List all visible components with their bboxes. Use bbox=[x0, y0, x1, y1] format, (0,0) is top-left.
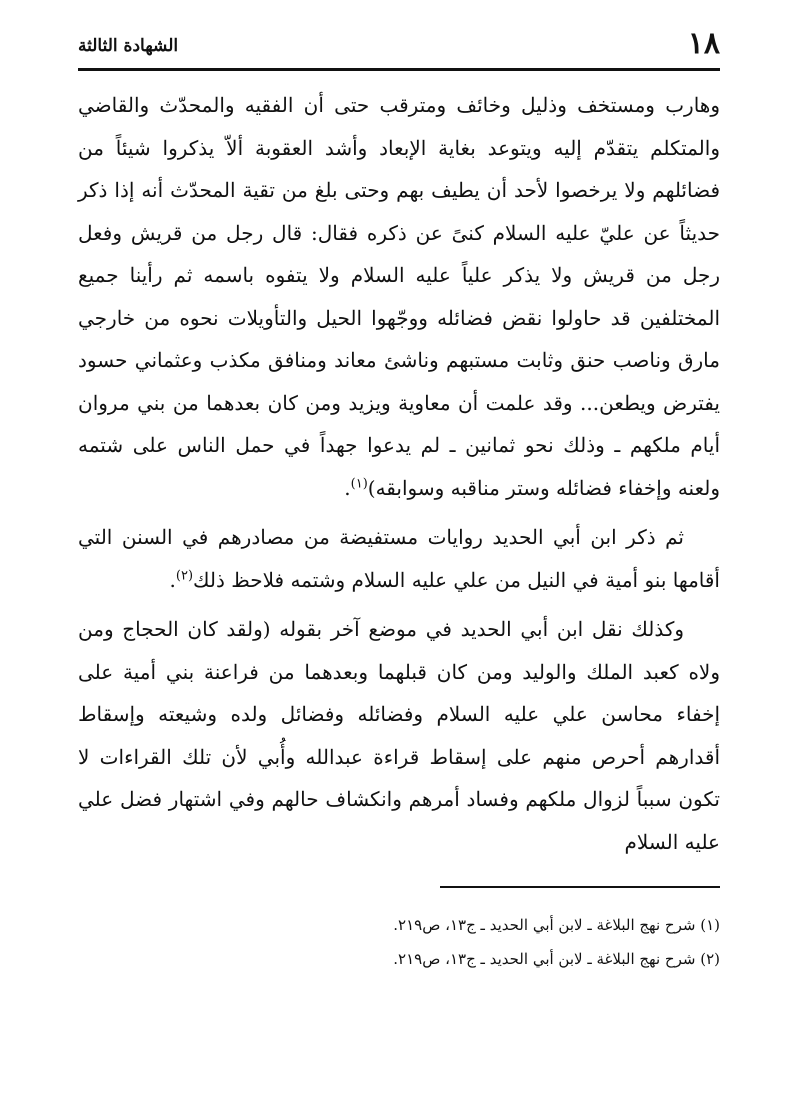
running-title: الشهادة الثالثة bbox=[78, 36, 179, 56]
paragraph-1-end: . bbox=[344, 475, 351, 500]
page-header bbox=[78, 26, 720, 64]
footnote-1: (١) شرح نهج البلاغة ـ لابن أبي الحديد ـ ج١٣، ص٢١٩. bbox=[393, 916, 720, 934]
footnote-ref-1: (١) bbox=[350, 475, 368, 491]
paragraph-1-text: وهارب ومستخف وذليل وخائف ومترقب حتى أن الفقيه والمحدّث والقاضي والمتكلم يتقدّم إليه ويتوعد بغاية الإبعاد وأشد العقوبة ألاّ يذكروا شيئاً من فضائلهم ولا يرخصوا لأحد أن يطيف بهم وحتى بلغ من تقية المحدّث أنه إذا ذكر حديثاً عن عليّ عليه السلام كنىً عن ذكره فقال: قال رجل من قريش وفعل رجل من قريش ولا يذكر علياً عليه السلام ولا يتفوه باسمه ثم رأينا جميع المختلفين قد حاولوا نقض فضائله ووجّهوا الحيل والتأويلات نحوه من خارجي مارق وناصب حنق وثابت مستبهم وناشئ معاند ومنافق مكذب وعثماني حسود يفترض ويطعن... وقد علمت أن معاوية ويزيد ومن كان بعدهما من بني مروان أيام ملكهم ـ وذلك نحو ثمانين ـ لم يدعوا جهداً في حمل الناس على شتمه ولعنه وإخفاء فضائله وستر مناقبه وسوابقه) bbox=[78, 93, 720, 500]
paragraph-3: وكذلك نقل ابن أبي الحديد في موضع آخر بقوله (ولقد كان الحجاج ومن ولاه كعبد الملك والوليد ومن كان قبلهما وبعدهما من فراعنة بني أمية على إخفاء محاسن علي عليه السلام وفضائله وفضائل ولده وشيعته وإسقاط أقدارهم أحرص منهم على إسقاط قراءة عبدالله وأُبي لأن تلك القراءات لا تكون سبباً لزوال ملكهم وفساد أمرهم وانكشاف حالهم وفي اشتهار فضل علي عليه السلام bbox=[78, 617, 720, 854]
paragraph-2 bbox=[78, 516, 720, 601]
header-rule bbox=[78, 68, 720, 71]
paragraph-2-end: . bbox=[169, 567, 176, 592]
footnote-2: (٢) شرح نهج البلاغة ـ لابن أبي الحديد ـ ج١٣، ص٢١٩. bbox=[393, 950, 720, 968]
footnote-rule bbox=[440, 886, 720, 888]
page-number: ١٨ bbox=[687, 26, 720, 61]
body-text bbox=[78, 84, 720, 863]
footnotes bbox=[78, 908, 720, 976]
paragraph-2-text: ثم ذكر ابن أبي الحديد روايات مستفيضة من مصادرهم في السنن التي أقامها بنو أمية في النيل من علي عليه السلام وشتمه فلاحظ ذلك bbox=[78, 525, 720, 592]
paragraph-1 bbox=[78, 84, 720, 509]
footnote-ref-2: (٢) bbox=[175, 567, 194, 583]
